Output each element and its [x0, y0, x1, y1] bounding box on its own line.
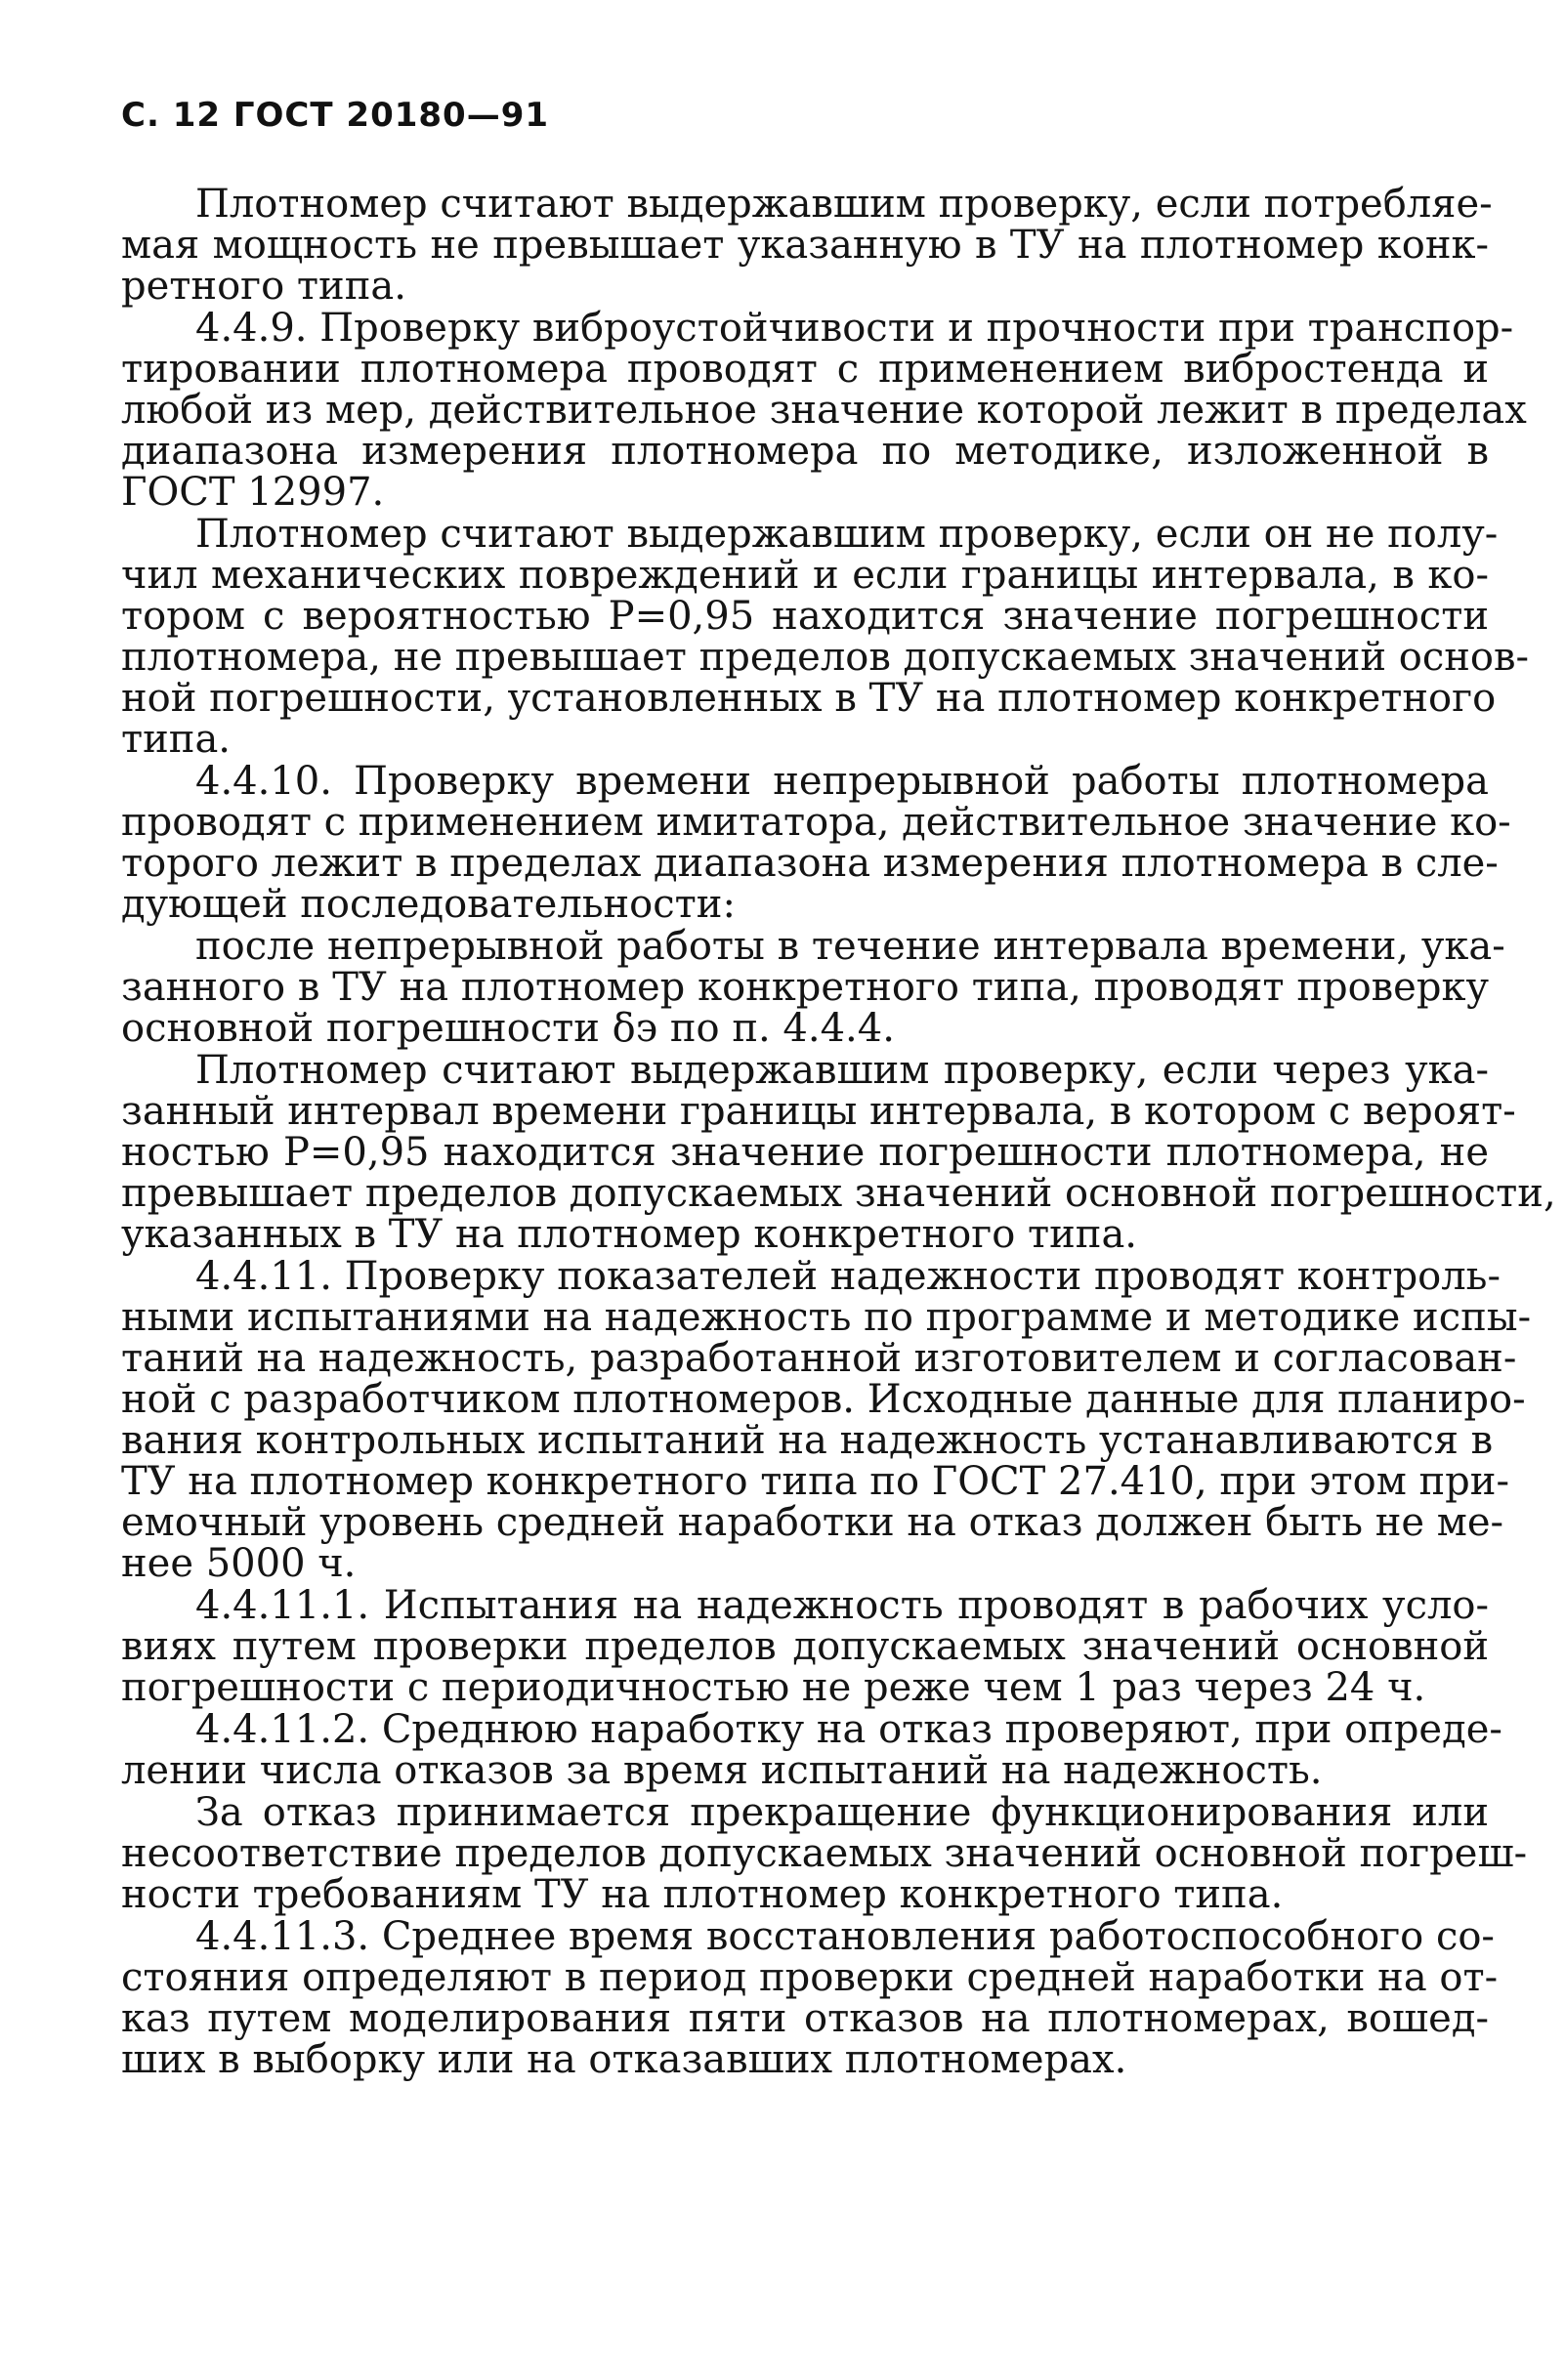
text-line: основной погрешности δэ по п. 4.4.4.	[121, 1006, 895, 1051]
paragraph-continuous-result	[121, 1048, 1556, 1257]
paragraph-continuous-operation	[121, 924, 1505, 1051]
text-line: дующей последовательности:	[121, 882, 736, 927]
text-line: ших в выборку или на отказавших плотномерах.	[121, 2037, 1127, 2082]
text-line: погрешности с периодичностью не реже чем 1 раз через 24 ч.	[121, 1665, 1426, 1710]
text-line: чил механических повреждений и если границы интервала, в ко-	[121, 553, 1489, 598]
text-line: торого лежит в пределах диапазона измерения плотномера в сле-	[121, 841, 1499, 886]
text-line: превышает пределов допускаемых значений основной погрешности,	[121, 1171, 1556, 1216]
text-line: ной погрешности, установленных в ТУ на плотномер конкретного	[121, 676, 1497, 721]
paragraph-4-4-11-3	[121, 1914, 1499, 2082]
text-line: тором с вероятностью Р=0,95 находится значение погрешности	[121, 594, 1489, 639]
text-line: За отказ принимается прекращение функционирования или	[195, 1790, 1489, 1835]
text-line: ТУ на плотномер конкретного типа по ГОСТ 27.410, при этом при-	[121, 1459, 1509, 1504]
text-line: Плотномер считают выдержавшим проверку, если потребляе-	[195, 182, 1493, 227]
paragraph-failure-definition	[121, 1790, 1528, 1917]
text-line: 4.4.11.2. Среднюю наработку на отказ проверяют, при опреде-	[195, 1707, 1502, 1752]
body-text	[121, 182, 1556, 2082]
paragraph-4-4-11-1	[121, 1585, 1489, 1708]
text-line: таний на надежность, разработанной изготовителем и согласован-	[121, 1336, 1517, 1381]
text-line: тировании плотномера проводят с применением вибростенда и	[121, 347, 1489, 392]
text-line: емочный уровень средней наработки на отказ должен быть не ме-	[121, 1500, 1504, 1545]
text-line: проводят с применением имитатора, действительное значение ко-	[121, 800, 1511, 845]
text-line: Плотномер считают выдержавшим проверку, если через ука-	[195, 1048, 1489, 1093]
text-line: каз путем моделирования пяти отказов на плотномерах, вошед-	[121, 1996, 1489, 2041]
text-line: любой из мер, действительное значение которой лежит в пределах	[121, 388, 1527, 433]
text-line: лении числа отказов за время испытаний на надежность.	[121, 1748, 1323, 1793]
text-line: ГОСТ 12997.	[121, 470, 385, 515]
running-head: С. 12 ГОСТ 20180—91	[121, 96, 550, 135]
text-line: указанных в ТУ на плотномер конкретного типа.	[121, 1212, 1138, 1257]
text-line: Плотномер считают выдержавшим проверку, если он не полу-	[195, 512, 1499, 557]
paragraph-4-4-11-2	[121, 1707, 1502, 1793]
text-line: диапазона измерения плотномера по методике, изложенной в	[121, 429, 1489, 474]
text-line: 4.4.9. Проверку виброустойчивости и прочности при транспор-	[195, 306, 1514, 351]
text-line: после непрерывной работы в течение интервала времени, ука-	[195, 924, 1505, 969]
text-line: ностью Р=0,95 находится значение погрешности плотномера, не	[121, 1130, 1489, 1175]
text-line: нее 5000 ч.	[121, 1541, 357, 1586]
text-line: ными испытаниями на надежность по программе и методике испы-	[121, 1295, 1532, 1340]
paragraph-4-4-9	[121, 306, 1527, 515]
text-line: виях путем проверки пределов допускаемых значений основной	[121, 1624, 1489, 1669]
text-line: плотномера, не превышает пределов допускаемых значений основ-	[121, 635, 1529, 680]
text-line: занного в ТУ на плотномер конкретного типа, проводят проверку	[121, 965, 1489, 1010]
text-line: типа.	[121, 717, 232, 762]
text-line: стояния определяют в период проверки средней наработки на от-	[121, 1955, 1499, 2000]
text-line: мая мощность не превышает указанную в ТУ на плотномер конк-	[121, 223, 1489, 268]
paragraph-vibration-result	[121, 512, 1529, 762]
text-line: ной с разработчиком плотномеров. Исходные данные для планиро-	[121, 1377, 1526, 1422]
paragraph-power-check	[121, 182, 1493, 309]
text-line: вания контрольных испытаний на надежность устанавливаются в	[121, 1418, 1494, 1463]
text-line: 4.4.10. Проверку времени непрерывной работы плотномера	[195, 759, 1489, 804]
text-line: 4.4.11. Проверку показателей надежности проводят контроль-	[195, 1254, 1501, 1299]
text-line: несоответствие пределов допускаемых значений основной погреш-	[121, 1831, 1528, 1876]
text-line: ретного типа.	[121, 264, 406, 309]
paragraph-4-4-10	[121, 759, 1511, 927]
text-line: занный интервал времени границы интервала, в котором с вероят-	[121, 1089, 1516, 1134]
text-line: ности требованиям ТУ на плотномер конкретного типа.	[121, 1872, 1284, 1917]
text-line: 4.4.11.1. Испытания на надежность проводят в рабочих усло-	[195, 1583, 1489, 1628]
paragraph-4-4-11	[121, 1254, 1532, 1586]
text-line: 4.4.11.3. Среднее время восстановления работоспособного со-	[195, 1914, 1495, 1959]
